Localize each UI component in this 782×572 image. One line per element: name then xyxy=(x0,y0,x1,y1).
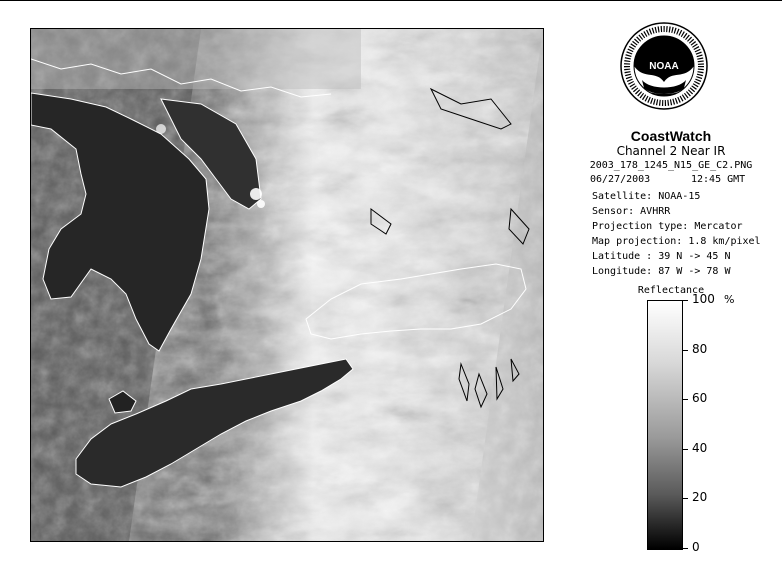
cloud-speck xyxy=(257,200,265,208)
colorbar-tick-label: 100 xyxy=(692,292,715,306)
colorbar-unit: % xyxy=(724,293,735,306)
top-border-line xyxy=(0,0,782,1)
noaa-logo-text: NOAA xyxy=(649,61,679,72)
sensor-label: Sensor: AVHRR xyxy=(592,206,671,217)
latitude-range: Latitude : 39 N -> 45 N xyxy=(592,251,731,262)
satellite-label: Satellite: NOAA-15 xyxy=(592,191,701,202)
colorbar-tick-mark xyxy=(682,399,688,400)
colorbar-tick-label: 0 xyxy=(692,540,700,554)
map-projection: Map projection: 1.8 km/pixel xyxy=(592,236,761,247)
channel-label: Channel 2 Near IR xyxy=(616,144,726,158)
colorbar-tick-label: 40 xyxy=(692,440,708,455)
noaa-logo xyxy=(620,22,708,110)
map-svg xyxy=(31,29,543,541)
cloud-speck xyxy=(156,124,166,134)
longitude-range: Longitude: 87 W -> 78 W xyxy=(592,266,731,277)
colorbar-title: Reflectance xyxy=(637,285,705,296)
acquisition-date: 06/27/2003 xyxy=(590,174,651,185)
cloud-speck xyxy=(250,188,262,200)
colorbar-tick-label: 80 xyxy=(692,341,708,356)
colorbar-tick-mark xyxy=(682,300,688,301)
northern-clouds xyxy=(31,29,361,89)
colorbar-tick-mark xyxy=(682,350,688,351)
colorbar-tick-mark xyxy=(682,498,688,499)
colorbar-tick-label: 60 xyxy=(692,391,708,406)
acquisition-time: 12:45 GMT xyxy=(691,174,746,185)
product-title: CoastWatch xyxy=(630,128,712,144)
file-name: 2003_178_1245_N15_GE_C2.PNG xyxy=(589,160,753,171)
colorbar-tick-mark xyxy=(682,548,688,549)
colorbar-tick-label: 20 xyxy=(692,490,708,505)
reflectance-colorbar xyxy=(647,300,683,550)
satellite-image[interactable] xyxy=(30,28,544,542)
projection-type: Projection type: Mercator xyxy=(592,221,743,232)
colorbar-tick-mark xyxy=(682,449,688,450)
